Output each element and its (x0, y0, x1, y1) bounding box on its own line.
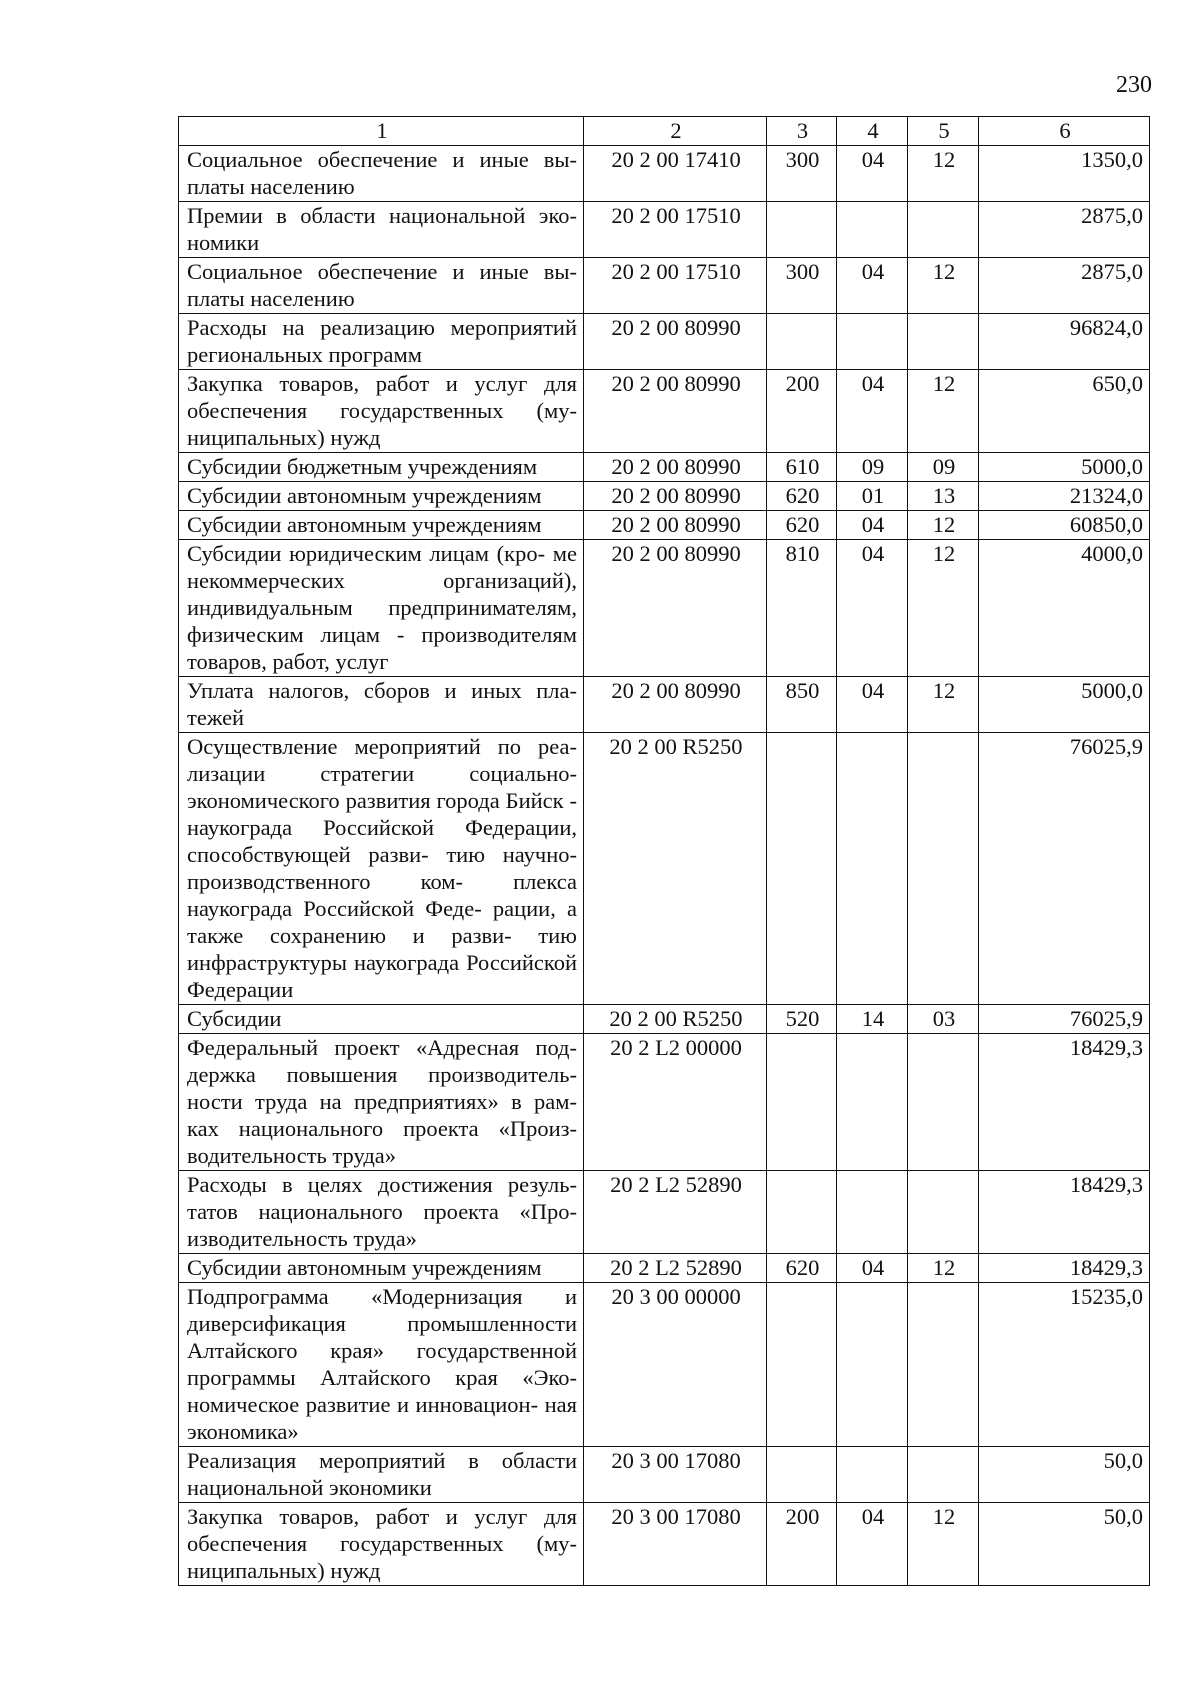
row-rz-cell: 04 (837, 1254, 908, 1283)
row-name-cell: Реализация мероприятий в области национальной экономики (179, 1447, 584, 1503)
row-code-cell: 20 2 00 R5250 (584, 1005, 767, 1034)
row-sum-cell: 18429,3 (979, 1254, 1150, 1283)
row-code-cell: 20 2 L2 00000 (584, 1034, 767, 1171)
row-pr-cell: 13 (908, 482, 979, 511)
row-rz-cell (837, 733, 908, 1005)
row-sum-cell: 15235,0 (979, 1283, 1150, 1447)
row-sum-cell: 96824,0 (979, 314, 1150, 370)
row-name-cell: Закупка товаров, работ и услуг для обеспечения государственных (му- ниципальных) нужд (179, 1503, 584, 1586)
row-rz-cell: 04 (837, 370, 908, 453)
row-pr-cell: 12 (908, 258, 979, 314)
row-code-cell: 20 2 00 80990 (584, 314, 767, 370)
row-sum-cell: 60850,0 (979, 511, 1150, 540)
budget-table-body (179, 117, 1150, 1586)
table-row (179, 1447, 1150, 1503)
table-header-row (179, 117, 1150, 146)
row-sum-cell: 18429,3 (979, 1034, 1150, 1171)
row-name-cell: Субсидии автономным учреждениям (179, 482, 584, 511)
row-pr-cell: 12 (908, 540, 979, 677)
row-name-cell: Субсидии автономным учреждениям (179, 1254, 584, 1283)
row-vr-cell: 620 (767, 482, 837, 511)
row-pr-cell (908, 733, 979, 1005)
row-sum-cell: 76025,9 (979, 733, 1150, 1005)
table-row (179, 1503, 1150, 1586)
row-sum-cell: 21324,0 (979, 482, 1150, 511)
row-pr-cell: 03 (908, 1005, 979, 1034)
row-rz-cell: 04 (837, 511, 908, 540)
row-code-cell: 20 2 00 80990 (584, 453, 767, 482)
table-row (179, 314, 1150, 370)
row-name-cell: Социальное обеспечение и иные вы- платы населению (179, 258, 584, 314)
row-code-cell: 20 2 00 R5250 (584, 733, 767, 1005)
row-code-cell: 20 2 00 17410 (584, 146, 767, 202)
row-code-cell: 20 3 00 17080 (584, 1447, 767, 1503)
row-vr-cell: 620 (767, 1254, 837, 1283)
table-row (179, 1283, 1150, 1447)
row-code-cell: 20 2 L2 52890 (584, 1171, 767, 1254)
column-header-6: 6 (979, 117, 1150, 146)
row-code-cell: 20 2 00 80990 (584, 482, 767, 511)
row-vr-cell (767, 1447, 837, 1503)
row-pr-cell: 12 (908, 1254, 979, 1283)
table-row (179, 370, 1150, 453)
row-code-cell: 20 3 00 17080 (584, 1503, 767, 1586)
row-pr-cell (908, 202, 979, 258)
row-pr-cell: 12 (908, 511, 979, 540)
table-row (179, 1034, 1150, 1171)
row-vr-cell: 200 (767, 370, 837, 453)
table-row (179, 1254, 1150, 1283)
row-vr-cell: 520 (767, 1005, 837, 1034)
row-name-cell: Федеральный проект «Адресная под- держка повышения производитель- ности труда на предприятиях» в рам- ках национального проекта «Произ- водительность труда» (179, 1034, 584, 1171)
row-rz-cell: 01 (837, 482, 908, 511)
row-name-cell: Закупка товаров, работ и услуг для обеспечения государственных (му- ниципальных) нужд (179, 370, 584, 453)
row-code-cell: 20 3 00 00000 (584, 1283, 767, 1447)
row-name-cell: Субсидии бюджетным учреждениям (179, 453, 584, 482)
row-code-cell: 20 2 00 80990 (584, 540, 767, 677)
row-name-cell: Уплата налогов, сборов и иных пла- тежей (179, 677, 584, 733)
row-sum-cell: 2875,0 (979, 258, 1150, 314)
budget-table (178, 116, 1150, 1586)
row-sum-cell: 5000,0 (979, 453, 1150, 482)
row-sum-cell: 650,0 (979, 370, 1150, 453)
row-name-cell: Премии в области национальной эко- номики (179, 202, 584, 258)
row-name-cell: Подпрограмма «Модернизация и диверсификация промышленности Алтайского края» государственной программы Алтайского края «Эко- номическое развитие и инновацион- ная экономика» (179, 1283, 584, 1447)
table-row (179, 733, 1150, 1005)
row-rz-cell: 09 (837, 453, 908, 482)
row-vr-cell (767, 314, 837, 370)
row-vr-cell (767, 202, 837, 258)
row-code-cell: 20 2 00 17510 (584, 202, 767, 258)
table-row (179, 511, 1150, 540)
row-rz-cell: 14 (837, 1005, 908, 1034)
table-row (179, 482, 1150, 511)
row-name-cell: Субсидии юридическим лицам (кро- ме некоммерческих организаций), индивидуальным предпринимателям, физическим лицам - производителям товаров, работ, услуг (179, 540, 584, 677)
row-vr-cell: 610 (767, 453, 837, 482)
row-sum-cell: 1350,0 (979, 146, 1150, 202)
row-rz-cell: 04 (837, 540, 908, 677)
row-rz-cell (837, 314, 908, 370)
table-row (179, 453, 1150, 482)
row-name-cell: Расходы в целях достижения резуль- татов национального проекта «Про- изводительность труда» (179, 1171, 584, 1254)
table-row (179, 677, 1150, 733)
row-code-cell: 20 2 00 80990 (584, 677, 767, 733)
row-vr-cell (767, 1171, 837, 1254)
row-pr-cell: 09 (908, 453, 979, 482)
row-code-cell: 20 2 00 17510 (584, 258, 767, 314)
row-pr-cell: 12 (908, 677, 979, 733)
row-name-cell: Осуществление мероприятий по реа- лизации стратегии социально- экономического развития города Бийск - наукограда Российской Федерации, способствующей разви- тию научно-производственного ком- плекса наукограда Российской Феде- рации, а также сохранению и разви- тию инфраструктуры наукограда Российской Федерации (179, 733, 584, 1005)
page-number: 230 (1116, 72, 1152, 98)
row-rz-cell (837, 1171, 908, 1254)
row-name-cell: Субсидии автономным учреждениям (179, 511, 584, 540)
row-sum-cell: 18429,3 (979, 1171, 1150, 1254)
row-pr-cell (908, 1283, 979, 1447)
row-pr-cell: 12 (908, 1503, 979, 1586)
row-sum-cell: 50,0 (979, 1447, 1150, 1503)
row-vr-cell (767, 733, 837, 1005)
row-rz-cell: 04 (837, 146, 908, 202)
row-name-cell: Расходы на реализацию мероприятий региональных программ (179, 314, 584, 370)
table-row (179, 146, 1150, 202)
table-row (179, 258, 1150, 314)
row-pr-cell (908, 1447, 979, 1503)
column-header-4: 4 (837, 117, 908, 146)
row-vr-cell: 850 (767, 677, 837, 733)
row-vr-cell (767, 1283, 837, 1447)
column-header-3: 3 (767, 117, 837, 146)
column-header-5: 5 (908, 117, 979, 146)
row-pr-cell: 12 (908, 370, 979, 453)
row-name-cell: Социальное обеспечение и иные вы- платы населению (179, 146, 584, 202)
row-sum-cell: 4000,0 (979, 540, 1150, 677)
row-name-cell: Субсидии (179, 1005, 584, 1034)
column-header-1: 1 (179, 117, 584, 146)
row-rz-cell (837, 1034, 908, 1171)
row-rz-cell (837, 1283, 908, 1447)
row-code-cell: 20 2 00 80990 (584, 511, 767, 540)
table-row (179, 1005, 1150, 1034)
row-rz-cell (837, 1447, 908, 1503)
row-vr-cell: 300 (767, 146, 837, 202)
table-row (179, 540, 1150, 677)
row-sum-cell: 76025,9 (979, 1005, 1150, 1034)
row-vr-cell: 810 (767, 540, 837, 677)
row-code-cell: 20 2 L2 52890 (584, 1254, 767, 1283)
row-rz-cell (837, 202, 908, 258)
row-sum-cell: 50,0 (979, 1503, 1150, 1586)
row-vr-cell: 620 (767, 511, 837, 540)
row-code-cell: 20 2 00 80990 (584, 370, 767, 453)
column-header-2: 2 (584, 117, 767, 146)
row-pr-cell: 12 (908, 146, 979, 202)
row-rz-cell: 04 (837, 677, 908, 733)
row-rz-cell: 04 (837, 1503, 908, 1586)
row-pr-cell (908, 314, 979, 370)
row-pr-cell (908, 1034, 979, 1171)
row-vr-cell: 200 (767, 1503, 837, 1586)
row-rz-cell: 04 (837, 258, 908, 314)
table-row (179, 202, 1150, 258)
row-sum-cell: 2875,0 (979, 202, 1150, 258)
row-sum-cell: 5000,0 (979, 677, 1150, 733)
row-pr-cell (908, 1171, 979, 1254)
table-row (179, 1171, 1150, 1254)
row-vr-cell (767, 1034, 837, 1171)
row-vr-cell: 300 (767, 258, 837, 314)
